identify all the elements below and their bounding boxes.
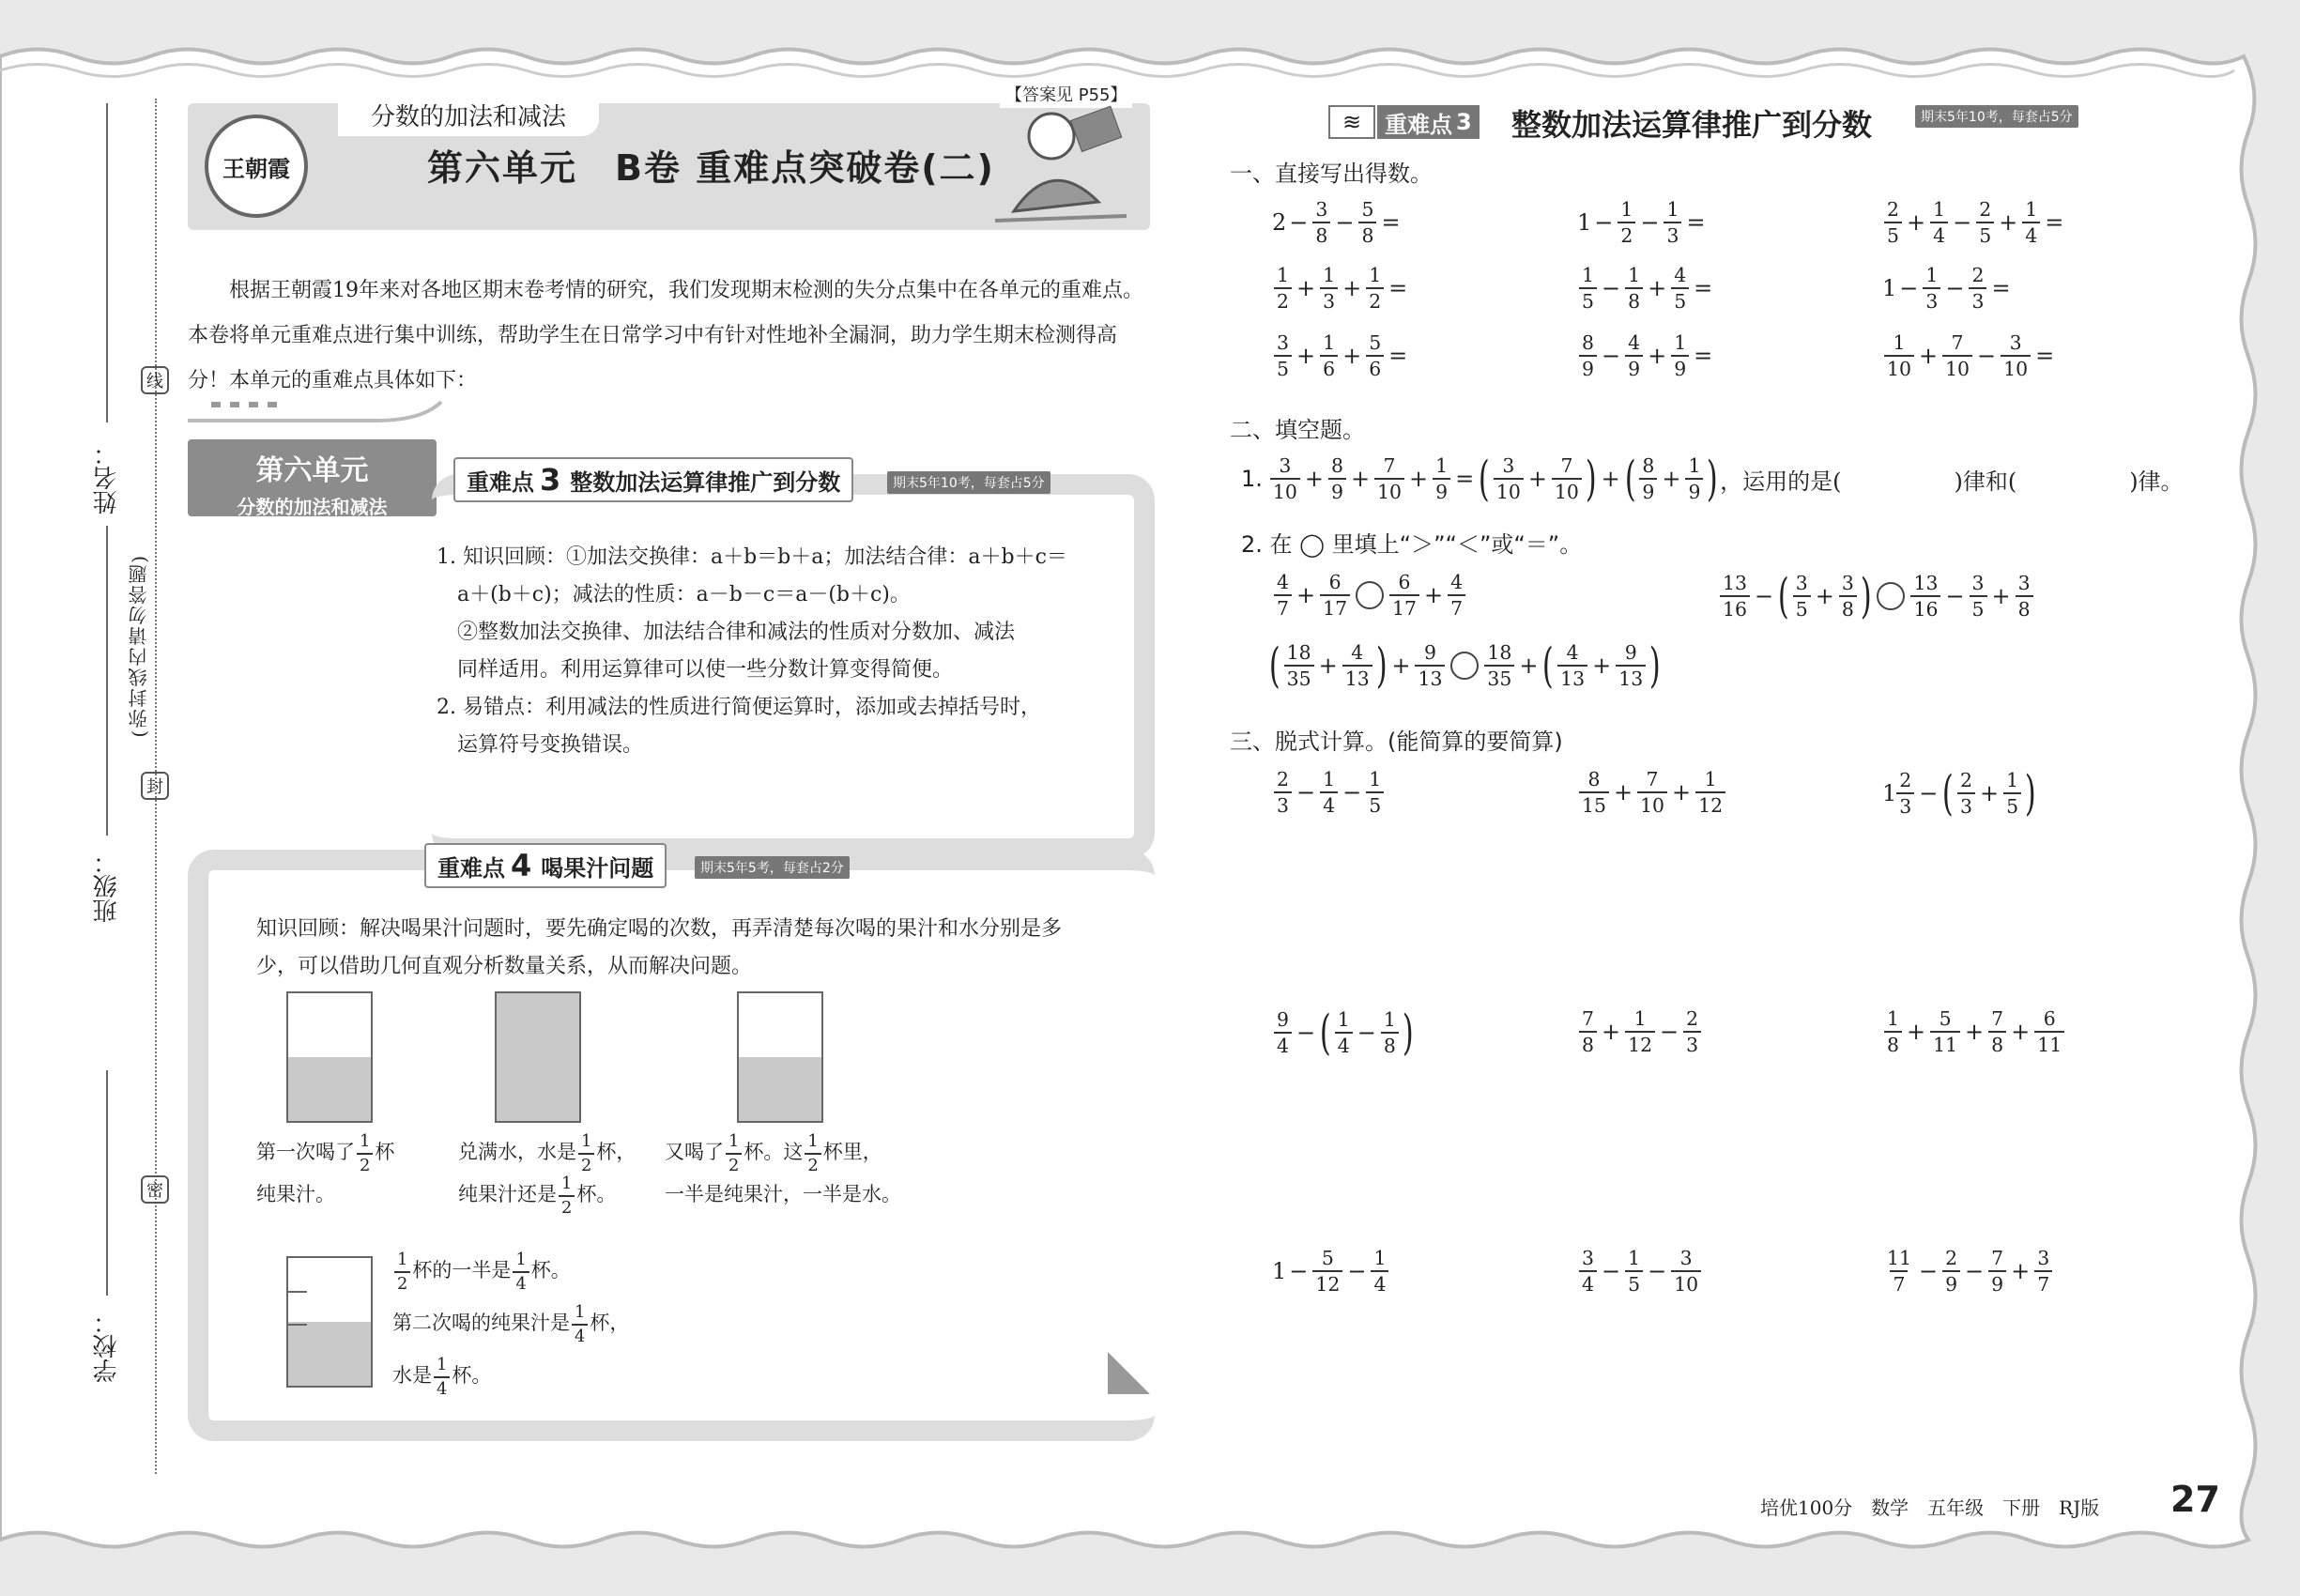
compare-circle[interactable] (1877, 582, 1905, 610)
kp3-review-line: 1. 知识回顾：①加法交换律：a＋b＝b＋a；加法结合律：a＋b＋c＝ (437, 545, 1067, 569)
s1-q1: 2 − $\frac{3}{8}$ − $\frac{5}{8}$ = (1272, 198, 1401, 248)
kp3-review-line: ②整数加法交换律、加法结合律和减法的性质对分数加、减法 (457, 621, 1016, 644)
cup4-caption: $\frac{1}{2}$ 杯的一半是 $\frac{1}{4}$ 杯。 第二次喝的纯果汁是 $\frac{1}{4}$ 杯， 水是 $\frac{1}{4}$ 杯。 (392, 1249, 630, 1399)
s1-q5: 1 5 − $\frac{1}{8}$ + $\frac{4}{5}$ = (1577, 266, 1715, 312)
s2-q1: 1. 3 10 + $\frac{8}{9}$ + $\frac{7}{10}$ + $\frac{1}{9}$ = ( 3 10 + $\frac{7}{10}$ ) + ( 8 9 + $\frac{1}{9}$ ) ，运用的是( )律和( )律。 (1241, 451, 2184, 506)
kp3-review-line: a＋(b＋c)；减法的性质：a－b－c＝a－(b＋c)。 (457, 583, 911, 606)
cup2-caption: 兑满水，水是 $\frac{1}{2}$ 杯， 纯果汁还是 $\frac{1}{2}$ 杯。 (458, 1130, 636, 1218)
kp3-heading: 重难点 3 整数加法运算律推广到分数 (453, 457, 853, 502)
train-decoration (188, 392, 451, 430)
class-label: 班级： (93, 850, 121, 923)
class-field[interactable] (106, 526, 108, 836)
kp4-body (256, 911, 1120, 986)
s2-q2-c: ( 18 35 + $\frac{4}{13}$ ) + $\frac{9}{13}$ 18 35 + ( 4 13 + $\frac{9}{13}$ ) (1268, 637, 1661, 693)
unit-banner (188, 439, 437, 516)
kp4-heading: 重难点 4 喝果汁问题 (424, 843, 667, 888)
right-kp-title: 整数加法运算律推广到分数 (1511, 107, 1873, 143)
s3-q4: 9 4 − ( 1 4 − $\frac{1}{8}$ ) (1272, 1009, 1416, 1056)
section-3-heading: 三、脱式计算。(能简算的要简算) (1230, 729, 1563, 755)
kp3-error-line: 2. 易错点：利用减法的性质进行简便运算时，添加或去掉括号时， (437, 696, 1041, 719)
s2-q2-a: 4 7 + $\frac{6}{17}$ 6 17 + $\frac{4}{7}$ (1272, 573, 1467, 619)
cup3-caption: 又喝了 $\frac{1}{2}$ 杯。这 $\frac{1}{2}$ 杯里， 一半是纯果汁，一半是水。 (665, 1130, 901, 1206)
kp3-error-line: 运算符号变换错误。 (457, 733, 644, 757)
s1-q9: 1 10 + $\frac{7}{10}$ − $\frac{3}{10}$ = (1882, 333, 2057, 379)
kp3-exam-tag: 期末5年10考，每套占5分 (887, 471, 1050, 494)
seal-line-mark: 线 (141, 366, 169, 394)
section-2-heading: 二、填空题。 (1230, 417, 1365, 443)
brand-logo: 王朝霞 (205, 115, 308, 218)
s3-q1: 2 3 − $\frac{1}{4}$ − $\frac{1}{5}$ (1272, 770, 1386, 816)
cup1-caption: 第一次喝了 $\frac{1}{2}$ 杯 纯果汁。 (256, 1130, 395, 1206)
kp3-review-line: 同样适用。利用运算律可以使一些分数计算变得简便。 (457, 658, 954, 682)
s1-q4: 1 2 + $\frac{1}{3}$ + $\frac{1}{2}$ = (1272, 266, 1410, 312)
s1-q7: 3 5 + $\frac{1}{6}$ + $\frac{5}{6}$ = (1272, 333, 1410, 379)
right-kp-tag: 期末5年10考，每套占5分 (1915, 105, 2078, 128)
section-1-heading: 一、直接写出得数。 (1230, 161, 1433, 187)
right-kp-badge: 重难点 3 (1377, 105, 1480, 139)
wave-icon: ≋ (1328, 105, 1375, 139)
kp4-exam-tag: 期末5年5考，每套占2分 (695, 856, 850, 879)
juice-cup-1 (286, 991, 373, 1123)
s3-q2: 8 15 + $\frac{7}{10}$ + $\frac{1}{12}$ (1577, 770, 1727, 816)
s3-q8: 3 4 − $\frac{1}{5}$ − $\frac{3}{10}$ (1577, 1249, 1703, 1295)
s1-q3: 2 5 + $\frac{1}{4}$ − $\frac{2}{5}$ + $\frac{1}{4}$ = (1882, 200, 2066, 246)
kp4-review-line: 少，可以借助几何直观分析数量关系，从而解决问题。 (256, 955, 753, 978)
page-number: 27 (2170, 1479, 2220, 1520)
s3-q9: 11 7 − $\frac{2}{9}$ − $\frac{7}{9}$ + $\frac{3}{7}$ (1882, 1249, 2054, 1295)
s3-q3: 1 2 3 − ( 2 3 + $\frac{1}{5}$ ) (1882, 765, 2036, 821)
seal-seal-mark: 封 (141, 772, 169, 800)
compare-circle[interactable] (1450, 652, 1479, 680)
intro-paragraph: 根据王朝霞19年来对各地区期末卷考情的研究，我们发现期末检测的失分点集中在各单元的重难点。本卷将单元重难点进行集中训练，帮助学生在日常学习中有针对性地补全漏洞，助力学生期末检测得高分！本单元的重难点具体如下： (188, 279, 1143, 392)
s1-q6: 1 − $\frac{1}{3}$ − $\frac{2}{3}$ = (1882, 264, 2011, 314)
s3-q6: 1 8 + $\frac{5}{11}$ + $\frac{7}{8}$ + $\frac{6}{11}$ (1882, 1009, 2066, 1055)
juice-cup-4 (286, 1256, 373, 1388)
seal-mi-mark: 密 (141, 1175, 169, 1204)
school-field[interactable] (106, 1070, 108, 1296)
mascot-illustration (986, 99, 1136, 230)
topic-tab: 分数的加法和减法 (338, 100, 599, 136)
s3-q7: 1 − $\frac{5}{12}$ − $\frac{1}{4}$ (1272, 1249, 1390, 1295)
kp4-review-line: 知识回顾：解决喝果汁问题时，要先确定喝的次数，再弄清楚每次喝的果汁和水分别是多 (256, 917, 1063, 941)
seal-notice: (弥封线内请勿答题) (128, 554, 150, 738)
juice-cup-2 (495, 991, 581, 1123)
name-field[interactable] (106, 103, 108, 422)
compare-circle[interactable] (1356, 581, 1384, 609)
s2-q2-stem: 2. 在 ◯ 里填上“＞”“＜”或“＝”。 (1241, 531, 1583, 558)
page-corner-fold (1108, 1352, 1155, 1399)
s1-q2: 1 − $\frac{1}{2}$ − $\frac{1}{3}$ = (1577, 198, 1706, 248)
kp3-body (437, 539, 1112, 764)
s1-q8: 8 9 − $\frac{4}{9}$ + $\frac{1}{9}$ = (1577, 333, 1715, 379)
s2-q2-b: 13 16 − ( 3 5 + $\frac{3}{8}$ ) 13 16 − $\frac{3}{5}$ + $\frac{3}{8}$ (1718, 573, 2035, 620)
s3-q5: 7 8 + $\frac{1}{12}$ − $\frac{2}{3}$ (1577, 1009, 1703, 1055)
page-title: 第六单元 B卷 重难点突破卷(二) (427, 147, 995, 189)
school-label: 学校： (93, 1310, 121, 1383)
answer-reference: 【答案见 P55】 (1000, 80, 1132, 108)
footer-book-info: 培优100分 数学 五年级 下册 RJ版 (1760, 1496, 2100, 1519)
juice-cup-3 (737, 991, 823, 1123)
s2-q1-blank-text[interactable]: ，运用的是( )律和( )律。 (1720, 468, 2184, 495)
unit-banner-subtitle: 分数的加法和减法 (237, 496, 388, 518)
unit-banner-title: 第六单元 (255, 454, 369, 487)
name-label: 姓名： (93, 441, 121, 514)
